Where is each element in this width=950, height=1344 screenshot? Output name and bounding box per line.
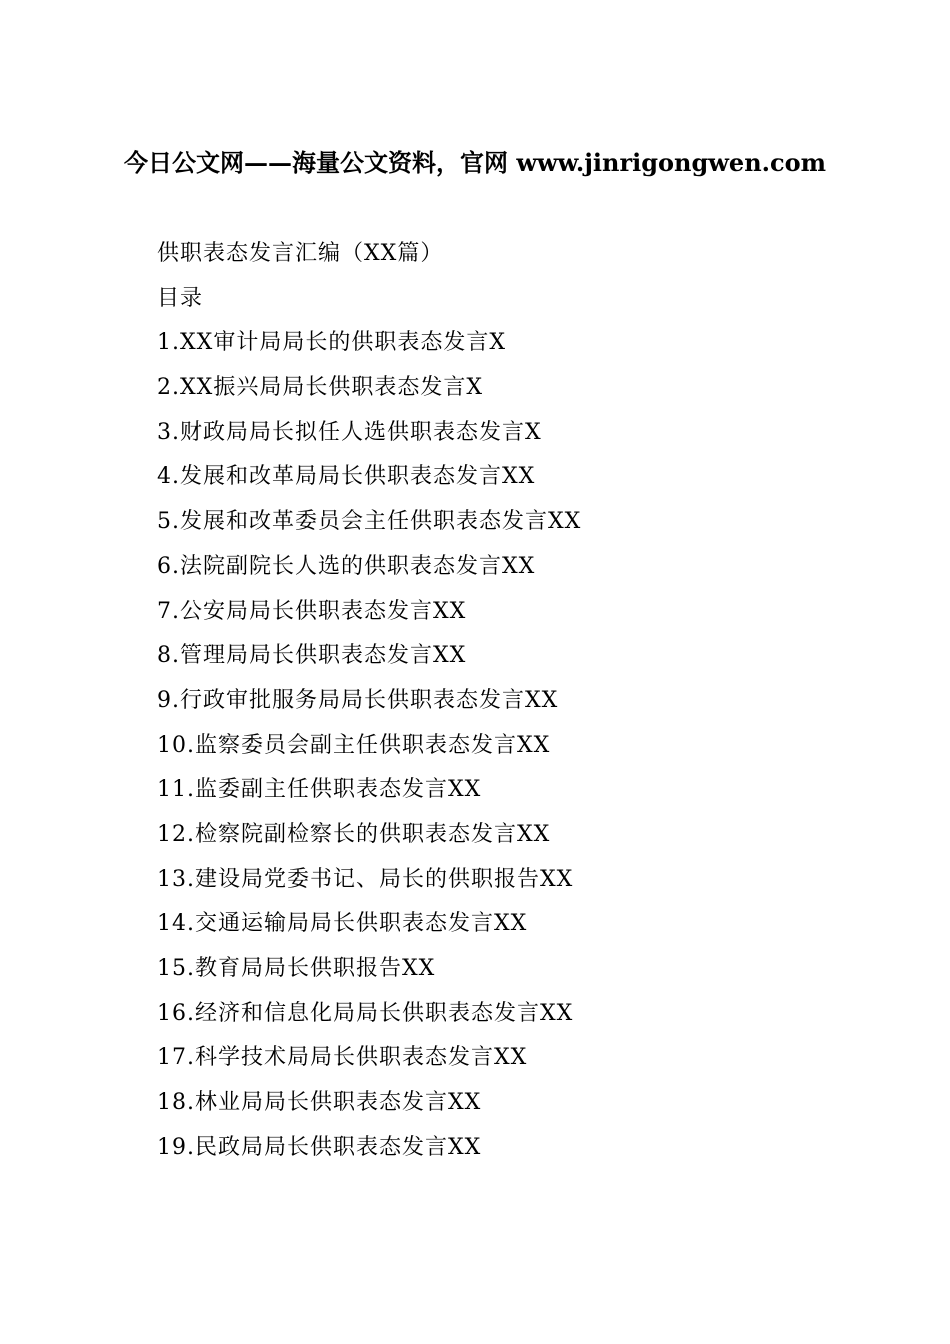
toc-item: 18.林业局局长供职表态发言XX — [157, 1090, 482, 1116]
toc-item: 9.行政审批服务局局长供职表态发言XX — [157, 687, 559, 713]
toc-item: 4.发展和改革局局长供职表态发言XX — [157, 464, 536, 490]
toc-item: 6.法院副院长人选的供职表态发言XX — [157, 553, 536, 579]
document-body — [157, 232, 857, 1170]
toc-item: 19.民政局局长供职表态发言XX — [157, 1134, 482, 1160]
table-of-contents — [157, 321, 857, 1170]
toc-item: 1.XX审计局局长的供职表态发言X — [157, 330, 506, 356]
toc-item: 15.教育局局长供职报告XX — [157, 956, 436, 981]
toc-item: 8.管理局局长供职表态发言XX — [157, 643, 467, 669]
toc-item: 17.科学技术局局长供职表态发言XX — [157, 1045, 528, 1071]
toc-item: 12.检察院副检察长的供职表态发言XX — [157, 821, 551, 847]
toc-heading: 目录 — [157, 285, 204, 311]
toc-item: 2.XX振兴局局长供职表态发言X — [157, 375, 483, 401]
toc-item: 16.经济和信息化局局长供职表态发言XX — [157, 1000, 574, 1026]
toc-item: 14.交通运输局局长供职表态发言XX — [157, 911, 528, 937]
toc-item: 5.发展和改革委员会主任供职表态发言XX — [157, 509, 582, 535]
toc-item: 11.监委副主任供职表态发言XX — [157, 777, 482, 803]
document-title: 供职表态发言汇编（XX篇） — [157, 241, 444, 266]
toc-item: 10.监察委员会副主任供职表态发言XX — [157, 732, 551, 758]
toc-item: 7.公安局局长供职表态发言XX — [157, 598, 467, 624]
toc-item: 3.财政局局长拟任人选供职表态发言X — [157, 419, 542, 445]
toc-item: 13.建设局党委书记、局长的供职报告XX — [157, 866, 574, 892]
site-header: 今日公文网——海量公文资料，官网 www.jinrigongwen.com — [123, 148, 827, 177]
